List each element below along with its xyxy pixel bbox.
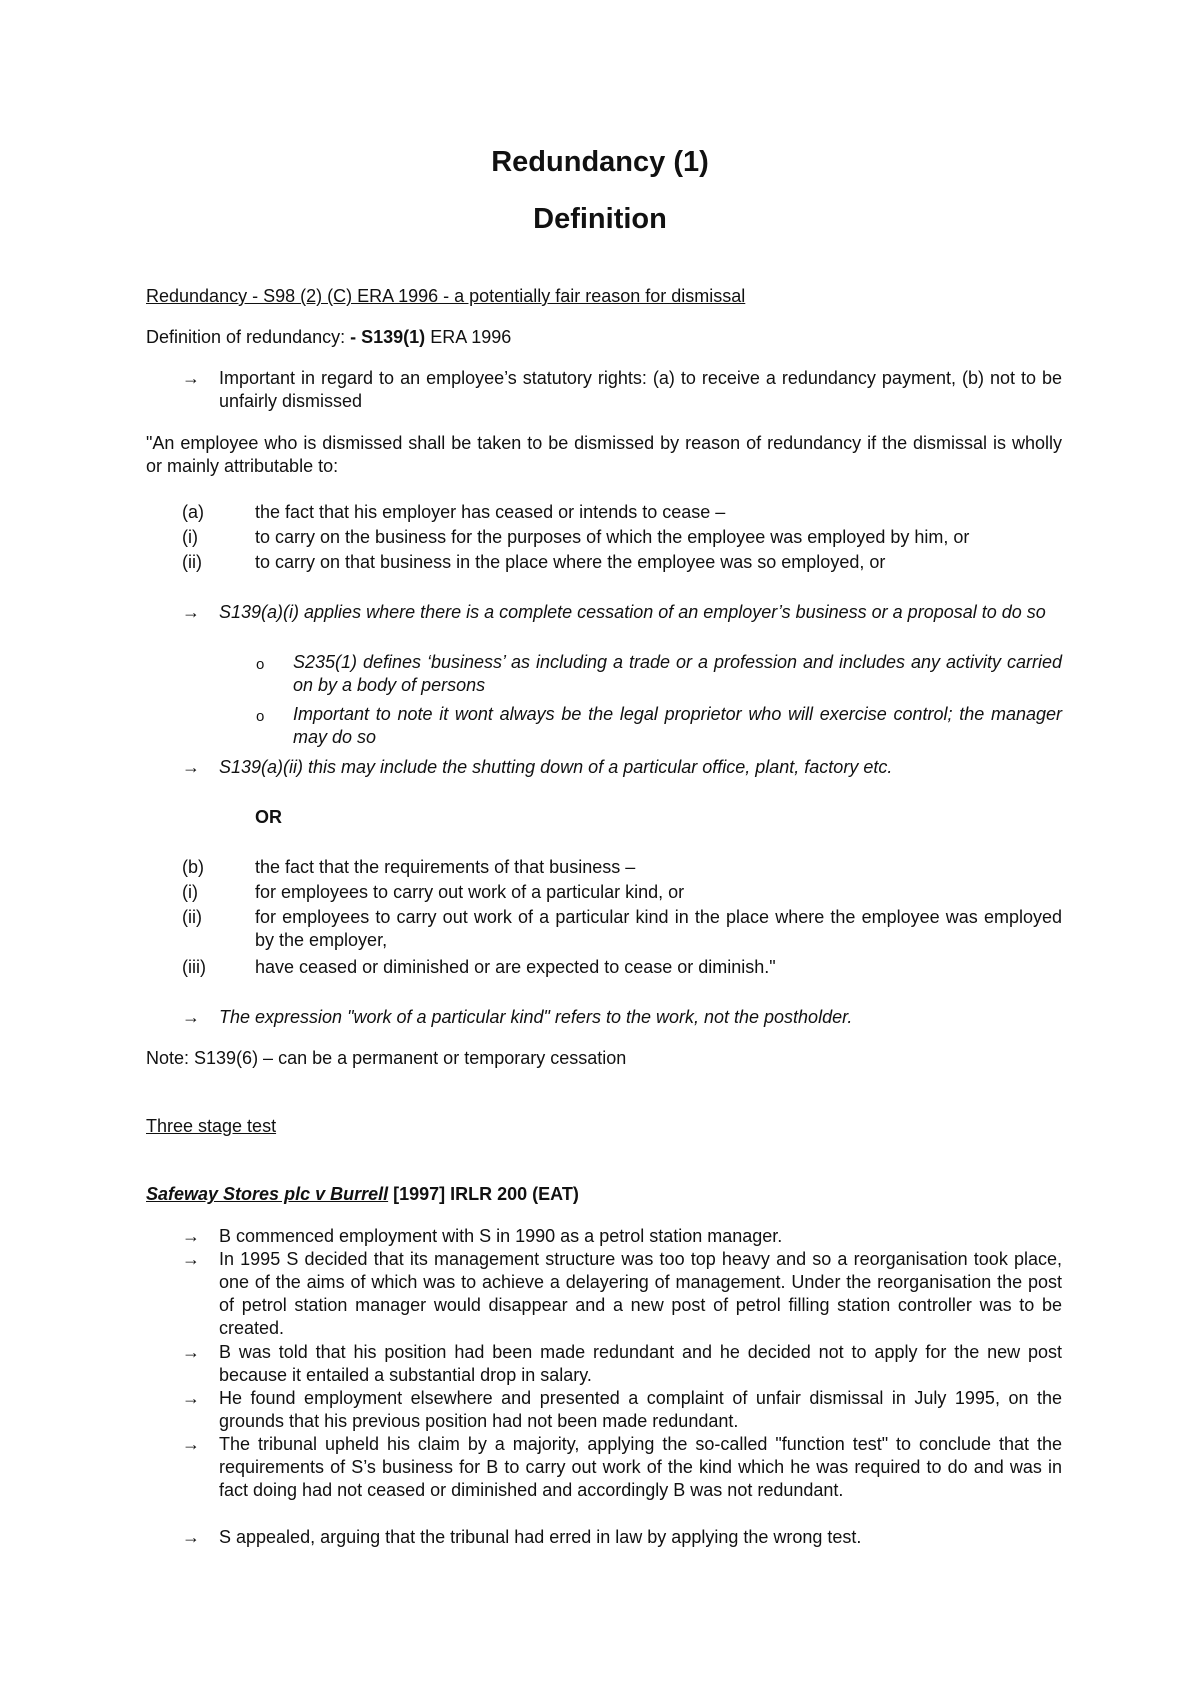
case-point	[182, 1387, 1062, 1433]
note-s139ai-text: S139(a)(i) applies where there is a complete cessation of an employer’s business or a proposal to do so	[219, 602, 1046, 622]
enum-text: to carry on that business in the place where the employee was so employed, or	[255, 552, 886, 572]
enum-label: (ii)	[182, 552, 202, 572]
arrow-icon: →	[182, 1388, 200, 1408]
note-s139-6: Note: S139(6) – can be a permanent or temporary cessation	[146, 1048, 627, 1068]
arrow-icon: →	[182, 1342, 200, 1362]
definition-line	[146, 326, 511, 349]
definition-suffix: ERA 1996	[425, 327, 512, 347]
enum-label: (i)	[182, 527, 198, 547]
arrow-icon: →	[182, 1226, 200, 1246]
note-s139ai	[182, 601, 1062, 624]
case-point-text: The tribunal upheld his claim by a majority, applying the so-called "function test" to conclude that the requirements of S’s business for B to carry out work of the kind which he was required to do and was in fact doing had not ceased or diminished and accordingly B was not redundant.	[219, 1434, 1062, 1500]
sub-note-item	[256, 651, 1062, 697]
enum-text: the fact that the requirements of that business –	[255, 857, 636, 877]
case-point	[182, 1526, 1062, 1549]
case-citation: [1997] IRLR 200 (EAT)	[388, 1184, 579, 1204]
enum-text: for employees to carry out work of a particular kind in the place where the employee was employed by the employer,	[255, 907, 1062, 950]
page-subtitle: Definition	[533, 203, 667, 235]
arrow-icon: →	[182, 1434, 200, 1454]
note-s139aii	[182, 756, 1062, 779]
part-b-item	[182, 906, 1062, 952]
arrow-icon: →	[182, 1007, 200, 1027]
page-title: Redundancy (1)	[491, 146, 709, 178]
enum-label: (b)	[182, 857, 204, 877]
enum-text: the fact that his employer has ceased or intends to cease –	[255, 502, 726, 522]
part-b-item	[182, 856, 1062, 879]
enum-text: to carry on the business for the purposes of which the employee was employed by him, or	[255, 527, 970, 547]
enum-text: for employees to carry out work of a particular kind, or	[255, 882, 685, 902]
case-name: Safeway Stores plc v Burrell	[146, 1184, 389, 1204]
sub-note-text: S235(1) defines ‘business’ as including a trade or a profession and includes any activity carried on by a body of persons	[293, 652, 1062, 695]
expression-note	[182, 1006, 1062, 1029]
three-stage-heading: Three stage test	[146, 1116, 277, 1136]
case-point-text: In 1995 S decided that its management structure was too top heavy and so a reorganisation took place, one of the aims of which was to achieve a delayering of management. Under the reorganisation the post of petrol station manager would disappear and a new post of petrol filling station controller was to be created.	[219, 1249, 1062, 1338]
quote-intro: "An employee who is dismissed shall be taken to be dismissed by reason of redundancy if the dismissal is wholly or mainly attributable to:	[146, 433, 1062, 476]
part-b-item	[182, 881, 1062, 904]
case-heading	[146, 1183, 579, 1206]
arrow-icon: →	[182, 602, 200, 622]
enum-label: (i)	[182, 882, 198, 902]
part-a-item	[182, 526, 1062, 549]
sub-note-text: Important to note it wont always be the legal proprietor who will exercise control; the manager may do so	[293, 704, 1062, 747]
case-point	[182, 1225, 1062, 1248]
arrow-icon: →	[182, 1249, 200, 1269]
case-point-text: B was told that his position had been made redundant and he decided not to apply for the new post because it entailed a substantial drop in salary.	[219, 1342, 1062, 1385]
case-point-text: B commenced employment with S in 1990 as a petrol station manager.	[219, 1226, 783, 1246]
important-note-text: Important in regard to an employee’s statutory rights: (a) to receive a redundancy payment, (b) not to be unfairly dismissed	[219, 368, 1062, 411]
important-note-item	[182, 367, 1062, 413]
part-b-item	[182, 956, 1062, 979]
bullet-icon: o	[256, 708, 265, 725]
part-a-item	[182, 501, 1062, 524]
section-heading-redundancy: Redundancy - S98 (2) (C) ERA 1996 - a potentially fair reason for dismissal	[146, 286, 746, 306]
case-point	[182, 1248, 1062, 1340]
case-point-text: S appealed, arguing that the tribunal had erred in law by applying the wrong test.	[219, 1527, 862, 1547]
sub-note-item	[256, 703, 1062, 749]
arrow-icon: →	[182, 757, 200, 777]
enum-text: have ceased or diminished or are expected to cease or diminish."	[255, 957, 776, 977]
part-a-item	[182, 551, 1062, 574]
arrow-icon: →	[182, 1527, 200, 1547]
enum-label: (ii)	[182, 907, 202, 927]
case-point	[182, 1433, 1062, 1502]
arrow-icon: →	[182, 368, 200, 388]
enum-label: (a)	[182, 502, 204, 522]
note-s139aii-text: S139(a)(ii) this may include the shutting down of a particular office, plant, factory etc.	[219, 757, 893, 777]
definition-section: - S139(1)	[350, 327, 426, 347]
or-label: OR	[255, 807, 282, 827]
enum-label: (iii)	[182, 957, 206, 977]
bullet-icon: o	[256, 656, 265, 673]
case-point	[182, 1341, 1062, 1387]
expression-note-text: The expression "work of a particular kind" refers to the work, not the postholder.	[219, 1007, 853, 1027]
case-point-text: He found employment elsewhere and presented a complaint of unfair dismissal in July 1995, on the grounds that his previous position had not been made redundant.	[219, 1388, 1062, 1431]
definition-prefix: Definition of redundancy:	[146, 327, 351, 347]
